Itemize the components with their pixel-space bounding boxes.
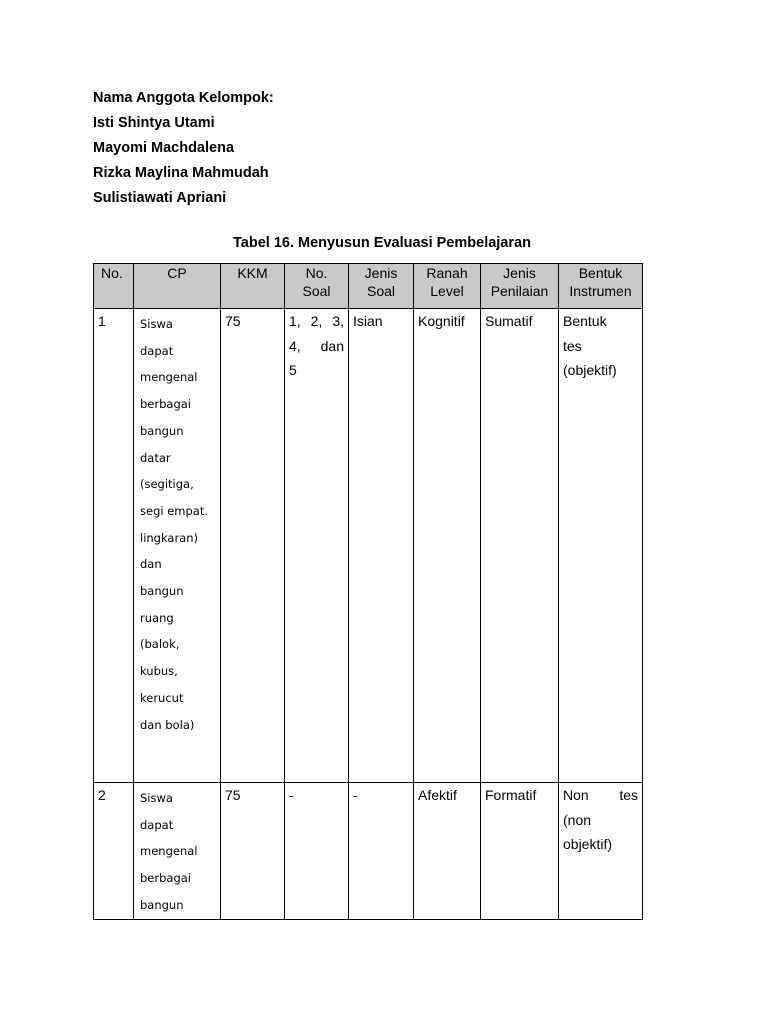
- header-cp: CP: [134, 264, 221, 309]
- cell-bentuk-instrumen: Non tes (non objektif): [559, 783, 643, 920]
- cell-kkm: 75: [221, 309, 285, 783]
- member-list: [93, 86, 274, 211]
- cell-jenis-penilaian: Formatif: [481, 783, 559, 920]
- header-no-soal: No. Soal: [285, 264, 349, 309]
- member-name: Mayomi Machdalena: [93, 140, 235, 156]
- cell-kkm: 75: [221, 783, 285, 920]
- cell-no-soal: 1, 2, 3, 4, dan 5: [285, 309, 349, 783]
- table-row: [94, 783, 643, 920]
- cell-cp: Siswa dapat mengenal berbagai bangun datar (segitiga, segi empat. lingkaran) dan bangun ruang (balok, kubus, kerucut dan bola): [134, 309, 221, 783]
- member-name: Isti Shintya Utami: [93, 115, 215, 131]
- cell-cp: Siswa dapat mengenal berbagai bangun: [134, 783, 221, 920]
- evaluation-table: [93, 263, 643, 920]
- member-name: Sulistiawati Apriani: [93, 190, 227, 206]
- table-row: [94, 309, 643, 783]
- cell-jenis-soal: -: [349, 783, 414, 920]
- header-kkm: KKM: [221, 264, 285, 309]
- cell-no: 2: [94, 783, 134, 920]
- cell-bentuk-instrumen: Bentuk tes (objektif): [559, 309, 643, 783]
- header-jenis-penilaian: Jenis Penilaian: [481, 264, 559, 309]
- member-heading: Nama Anggota Kelompok:: [93, 90, 274, 106]
- header-jenis-soal: Jenis Soal: [349, 264, 414, 309]
- member-name: Rizka Maylina Mahmudah: [93, 165, 269, 181]
- header-no: No.: [94, 264, 134, 309]
- cell-no: 1: [94, 309, 134, 783]
- cell-no-soal: -: [285, 783, 349, 920]
- cell-jenis-soal: Isian: [349, 309, 414, 783]
- header-ranah-level: Ranah Level: [414, 264, 481, 309]
- cell-jenis-penilaian: Sumatif: [481, 309, 559, 783]
- cell-ranah-level: Kognitif: [414, 309, 481, 783]
- header-bentuk-instrumen: Bentuk Instrumen: [559, 264, 643, 309]
- table-header-row: [94, 264, 643, 309]
- cell-ranah-level: Afektif: [414, 783, 481, 920]
- table-caption: Tabel 16. Menyusun Evaluasi Pembelajaran: [233, 235, 531, 251]
